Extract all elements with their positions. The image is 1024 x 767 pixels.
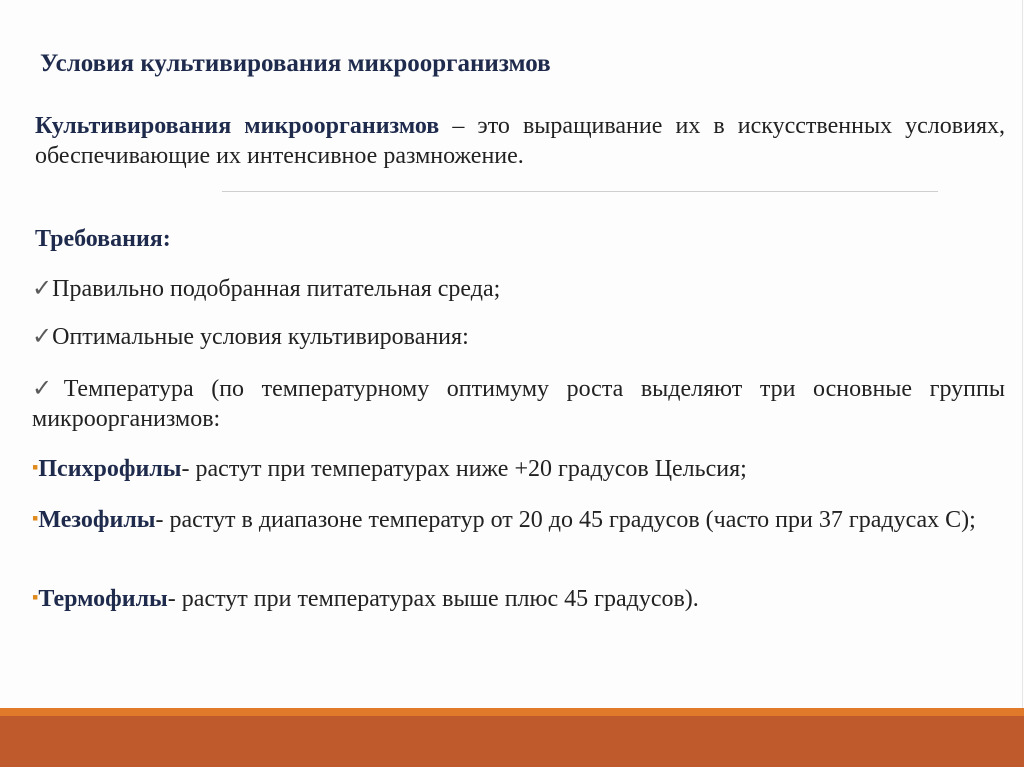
group-item [32,505,1005,536]
footer-accent-bar [0,708,1024,716]
checkmark-icon: ✓ [32,376,64,402]
checklist-text: Правильно подобранная питательная среда; [52,276,501,302]
group-item [32,584,1005,615]
square-bullet-icon: ▪ [32,457,39,477]
checklist-item [32,322,1005,352]
checkmark-icon: ✓ [32,276,53,302]
requirements-heading: Требования: [35,226,171,252]
checklist-item [32,274,1005,304]
group-name: Термофилы [38,586,168,612]
group-name: Мезофилы [38,507,156,533]
footer-bar [0,716,1024,767]
slide-title: Условия культивирования микроорганизмов [40,50,551,77]
checkmark-icon: ✓ [32,324,53,350]
group-name: Психрофилы [38,456,182,482]
checklist-text: Температура (по температурному оптимуму роста выделяют три основные группы микроорганизмов: [32,376,1005,432]
definition-paragraph [35,111,1005,171]
square-bullet-icon: ▪ [32,508,39,528]
definition-term: Культивирования микроорганизмов [35,113,440,139]
checklist-text: Оптимальные условия культивирования: [52,324,469,350]
group-text: - растут в диапазоне температур от 20 до 45 градусов (часто при 37 градусах С); [155,507,976,533]
group-item [32,454,1005,485]
group-text: - растут при температурах выше плюс 45 градусов). [167,586,699,612]
definition-text: – это выращивание их в искусственных условиях, обеспечивающие их интенсивное размножение. [35,113,1005,169]
divider-line [222,191,938,192]
checklist-item [32,374,1005,434]
group-text: - растут при температурах ниже +20 градусов Цельсия; [181,456,747,482]
square-bullet-icon: ▪ [32,587,39,607]
